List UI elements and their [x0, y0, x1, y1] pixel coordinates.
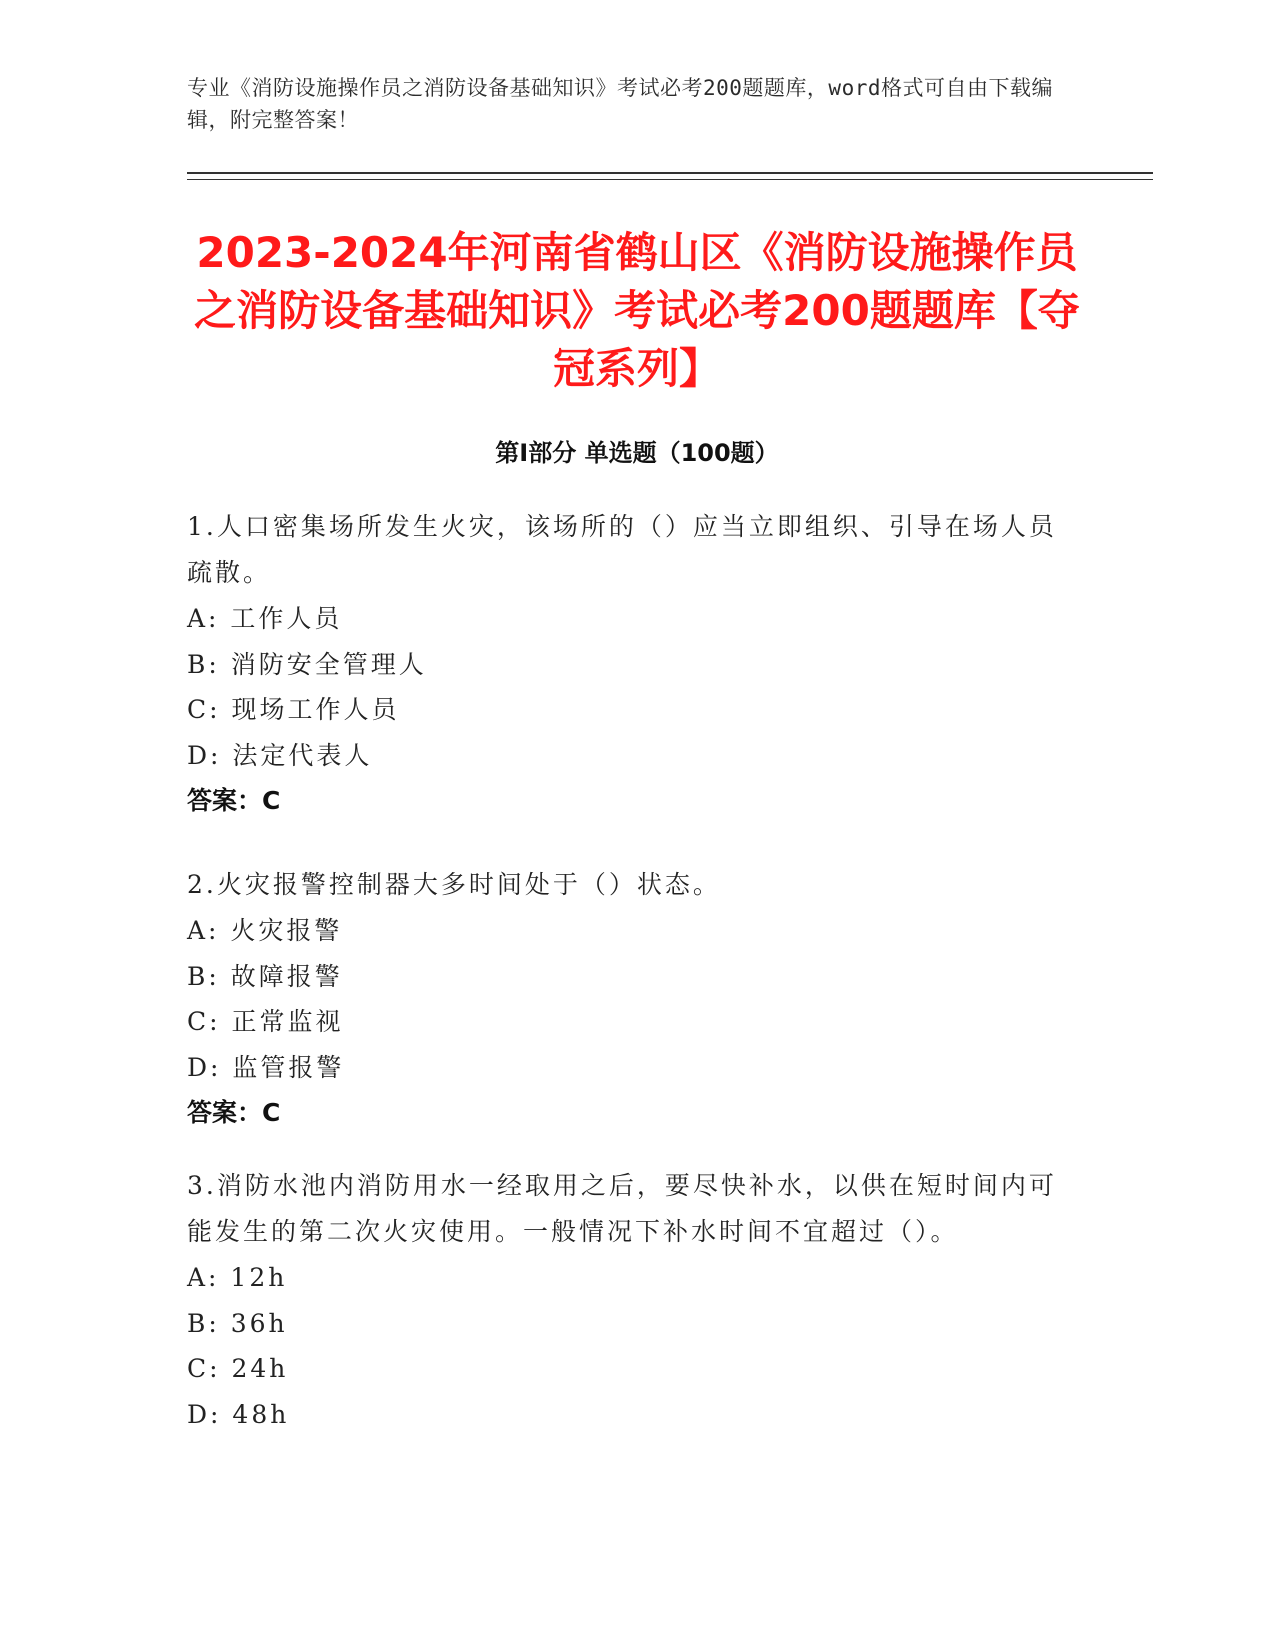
document-title: 2023-2024年河南省鹤山区《消防设施操作员之消防设备基础知识》考试必考200题题库【夺冠系列】 [194, 228, 1080, 393]
option-a: A: 火灾报警 [187, 916, 343, 945]
option-c: C: 正常监视 [187, 1007, 344, 1036]
option-d: D: 法定代表人 [187, 740, 373, 770]
option-d: D: 监管报警 [187, 1052, 345, 1082]
answer: 答案：C [187, 786, 281, 815]
header-divider-thick [187, 172, 1153, 174]
option-a: A: 工作人员 [187, 604, 343, 633]
option-a: A: 12h [187, 1263, 288, 1292]
question-stem: 3.消防水池内消防用水一经取用之后，要尽快补水，以供在短时间内可能发生的第二次火灾使用。一般情况下补水时间不宜超过（）。 [187, 1171, 1057, 1246]
answer: 答案：C [187, 1098, 281, 1127]
option-b: B: 36h [187, 1308, 288, 1338]
question-1 [187, 504, 1067, 823]
question-2 [187, 862, 1067, 1135]
header-divider-thin [187, 179, 1153, 180]
option-c: C: 24h [187, 1354, 289, 1383]
option-b: B: 消防安全管理人 [187, 649, 427, 679]
option-d: D: 48h [187, 1399, 290, 1429]
option-b: B: 故障报警 [187, 961, 343, 991]
question-3 [187, 1163, 1067, 1437]
header-note: 专业《消防设施操作员之消防设备基础知识》考试必考200题题库，word格式可自由下载编辑，附完整答案！ [187, 76, 1053, 132]
question-stem: 1.人口密集场所发生火灾，该场所的（）应当立即组织、引导在场人员疏散。 [187, 512, 1057, 587]
question-stem: 2.火灾报警控制器大多时间处于（）状态。 [187, 870, 721, 899]
section-title: 第Ⅰ部分 单选题（100题） [495, 439, 779, 467]
option-c: C: 现场工作人员 [187, 695, 400, 724]
